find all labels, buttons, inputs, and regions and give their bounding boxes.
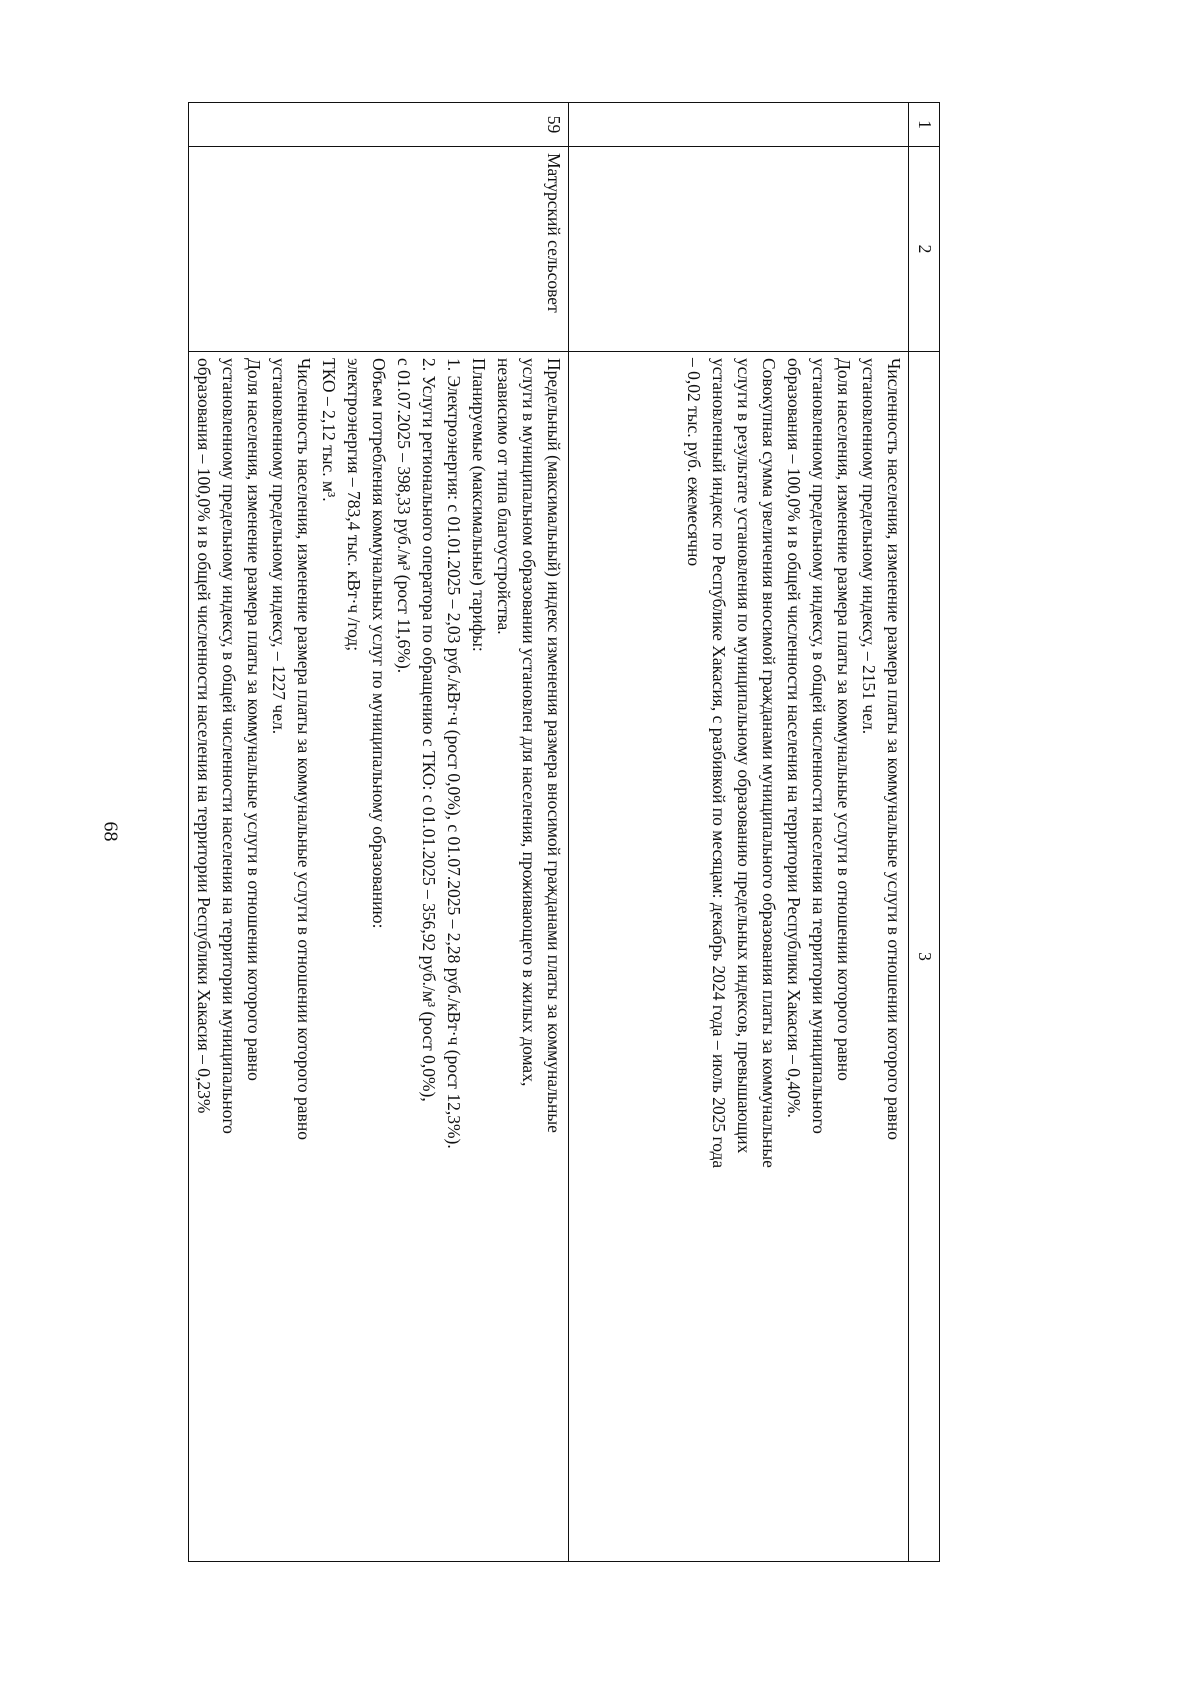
text-line: установленному предельному индексу, – 2151 чел. (859, 358, 879, 735)
row-number (569, 103, 909, 147)
row-description (569, 352, 909, 1562)
municipality-name (569, 147, 909, 352)
text-line: образования – 100,0% и в общей численности населения на территории Республики Хакасия – 0,23% (194, 358, 214, 1114)
text-line: – 0,02 тыс. руб. ежемесячно (684, 358, 704, 567)
text-line: ТКО – 2,12 тыс. м³. (319, 358, 339, 502)
text-line: Объем потребления коммунальных услуг по муниципальному образованию: (369, 358, 389, 929)
table-header-row (909, 103, 940, 1562)
text-line: Совокупная сумма увеличения вносимой гражданами муниципального образования платы за коммунальные (759, 358, 779, 1168)
rotated-page-content (194, 102, 940, 1562)
text-line: установленному предельному индексу, в общей численности населения на территории муниципального (219, 358, 239, 1134)
text-line: услуги в муниципальном образовании установлен для населения, проживающего в жилых домах, (519, 358, 539, 1087)
text-line: услуги в результате установления по муниципальному образованию предельных индексов, превышающих (734, 358, 754, 1154)
text-line: установленный индекс по Республике Хакасия, с разбивкой по месяцам: декабрь 2024 года – июль 2025 года (709, 358, 729, 1169)
text-line: Планируемые (максимальные) тарифы: (469, 358, 489, 652)
text-line: 2. Услуги регионального оператора по обращению с ТКО: с 01.01.2025 – 356,92 руб./м³ (рост 0,0%), (419, 358, 439, 1102)
row-number: 59 (189, 103, 569, 147)
text-line: установленному предельному индексу, в общей численности населения на территории муниципального (809, 358, 829, 1134)
text-line: образования – 100,0% и в общей численности населения на территории Республики Хакасия – 0,40%. (784, 358, 804, 1118)
text-line: установленному предельному индексу, – 1227 чел. (269, 358, 289, 735)
municipality-name: Матурский сельсовет (189, 147, 569, 352)
text-line: Доля населения, изменение размера платы за коммунальные услуги в отношении которого равно (244, 358, 264, 1081)
text-line: Предельный (максимальный) индекс изменения размера вносимой гражданами платы за коммунальные (544, 358, 564, 1133)
text-line: Численность населения, изменение размера платы за коммунальные услуги в отношении которого равно (294, 358, 314, 1140)
header-col-3: 3 (909, 352, 940, 1562)
row-description (189, 352, 569, 1562)
header-col-1: 1 (909, 103, 940, 147)
text-line: Численность населения, изменение размера платы за коммунальные услуги в отношении которого равно (884, 358, 904, 1140)
page-number: 68 (99, 821, 122, 842)
table-row (569, 103, 909, 1562)
table-row (189, 103, 569, 1562)
header-col-2: 2 (909, 147, 940, 352)
text-line: Доля населения, изменение размера платы за коммунальные услуги в отношении которого равно (834, 358, 854, 1081)
text-line: электроэнергия – 783,4 тыс. кВт·ч /год; (344, 358, 364, 652)
text-line: 1. Электроэнергия: с 01.01.2025 – 2,03 руб./кВт·ч (рост 0,0%), с 01.07.2025 – 2,28 руб./кВт·ч (рост 12,3%). (444, 358, 464, 1149)
text-line: независимо от типа благоустройства. (494, 358, 514, 635)
document-table (188, 102, 940, 1562)
text-line: с 01.07.2025 – 398,33 руб./м³ (рост 11,6%). (394, 358, 414, 674)
